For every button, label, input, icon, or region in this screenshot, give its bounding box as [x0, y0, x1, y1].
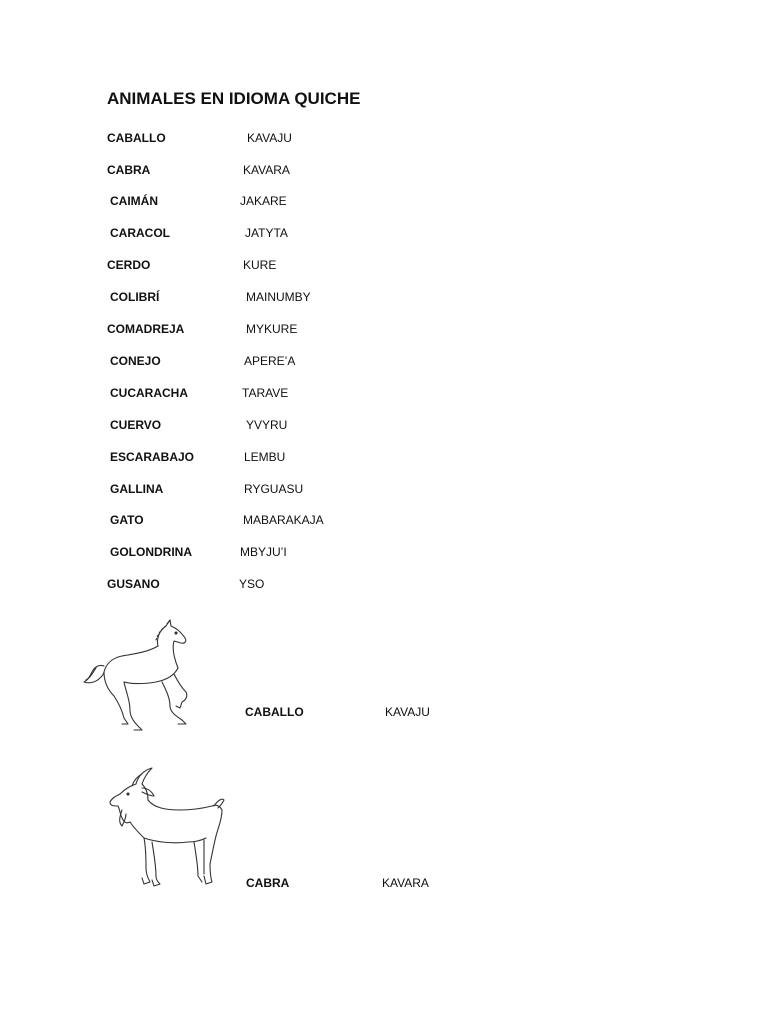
- spanish-word: GOLONDRINA: [110, 545, 192, 559]
- vocab-row: [0, 226, 768, 246]
- goat-icon: [106, 766, 228, 890]
- quiche-word: APERE’A: [244, 354, 296, 368]
- goat-figure: [0, 760, 768, 900]
- quiche-word: MAINUMBY: [246, 290, 311, 304]
- vocab-row: [0, 386, 768, 406]
- vocab-row: [0, 545, 768, 565]
- horse-spanish-label: CABALLO: [245, 705, 304, 719]
- quiche-word: YVYRU: [246, 418, 288, 432]
- quiche-word: KAVARA: [243, 163, 290, 177]
- vocab-row: [0, 354, 768, 374]
- spanish-word: CERDO: [107, 258, 151, 272]
- spanish-word: CARACOL: [110, 226, 170, 240]
- spanish-word: ESCARABAJO: [110, 450, 195, 464]
- quiche-word: MABARAKAJA: [243, 513, 324, 527]
- vocab-row: [0, 163, 768, 183]
- quiche-word: MYKURE: [246, 322, 298, 336]
- vocab-row: [0, 290, 768, 310]
- quiche-word: RYGUASU: [244, 482, 304, 496]
- vocab-row: [0, 322, 768, 342]
- quiche-word: YSO: [239, 577, 265, 591]
- spanish-word: CUCARACHA: [110, 386, 188, 400]
- goat-quiche-label: KAVARA: [382, 876, 429, 890]
- spanish-word: GALLINA: [110, 482, 164, 496]
- quiche-word: JATYTA: [245, 226, 288, 240]
- vocab-row: [0, 131, 768, 151]
- vocab-row: [0, 194, 768, 214]
- quiche-word: TARAVE: [242, 386, 289, 400]
- vocab-row: [0, 450, 768, 470]
- horse-icon: [82, 616, 194, 734]
- spanish-word: CAIMÁN: [110, 194, 158, 208]
- quiche-word: LEMBU: [244, 450, 286, 464]
- quiche-word: MBYJU’I: [240, 545, 287, 559]
- spanish-word: COLIBRÍ: [110, 290, 160, 304]
- vocab-row: [0, 577, 768, 597]
- vocab-row: [0, 482, 768, 502]
- spanish-word: GATO: [110, 513, 144, 527]
- spanish-word: CABALLO: [107, 131, 166, 145]
- quiche-word: KAVAJU: [247, 131, 292, 145]
- page-title: ANIMALES EN IDIOMA QUICHE: [107, 89, 361, 108]
- horse-figure: [0, 610, 768, 740]
- goat-spanish-label: CABRA: [246, 876, 290, 890]
- spanish-word: COMADREJA: [107, 322, 185, 336]
- spanish-word: CONEJO: [110, 354, 161, 368]
- horse-quiche-label: KAVAJU: [385, 705, 430, 719]
- quiche-word: JAKARE: [240, 194, 287, 208]
- spanish-word: CABRA: [107, 163, 151, 177]
- quiche-word: KURE: [243, 258, 277, 272]
- spanish-word: CUERVO: [110, 418, 162, 432]
- vocab-row: [0, 418, 768, 438]
- vocab-row: [0, 513, 768, 533]
- spanish-word: GUSANO: [107, 577, 160, 591]
- vocab-row: [0, 258, 768, 278]
